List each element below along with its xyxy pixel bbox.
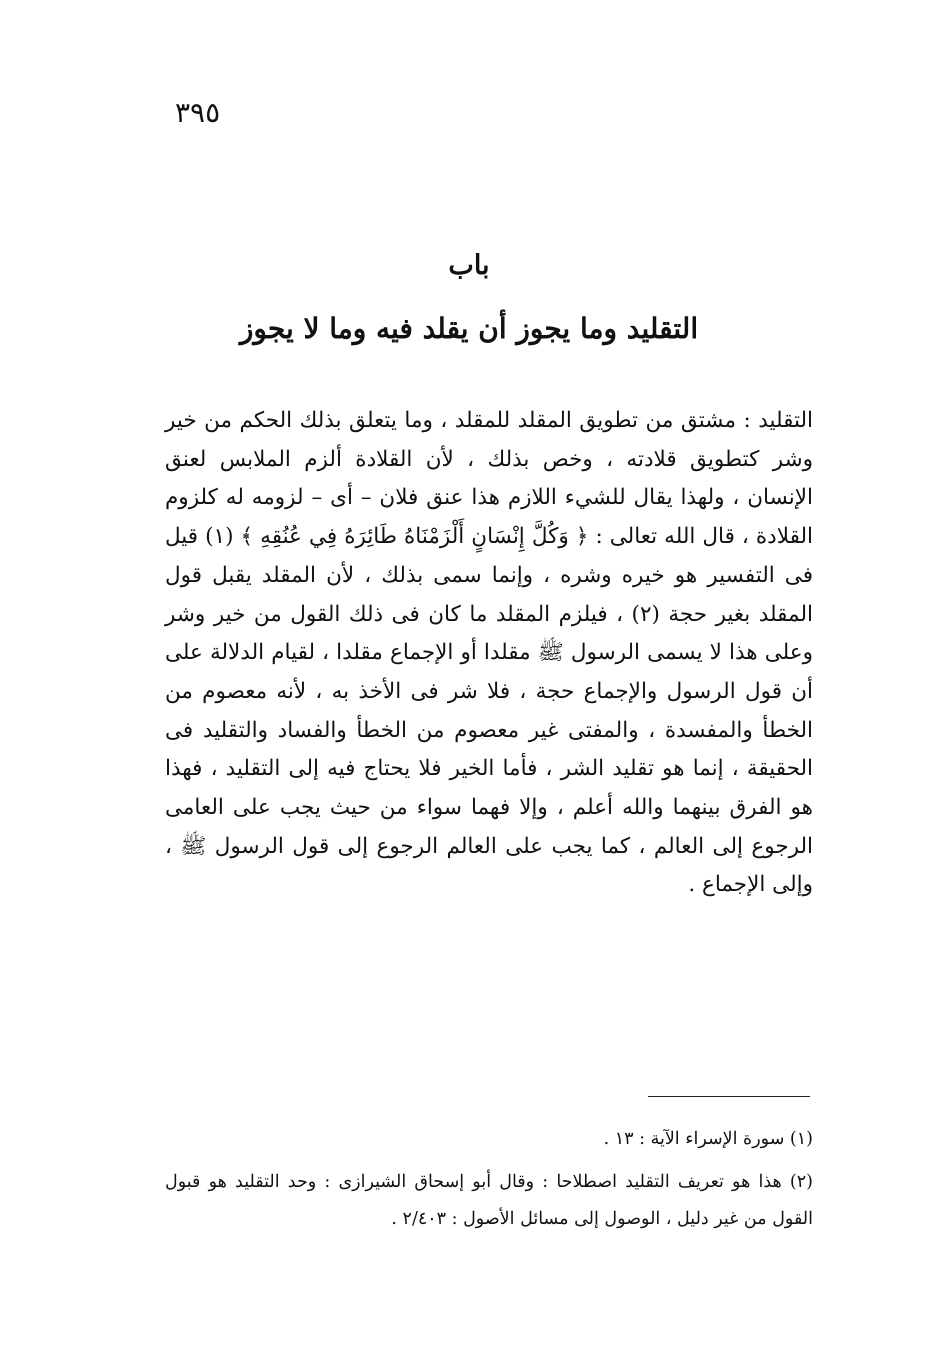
footnote-divider xyxy=(648,1096,810,1097)
chapter-label: باب xyxy=(448,250,490,281)
chapter-title: التقليد وما يجوز أن يقلد فيه وما لا يجوز xyxy=(239,312,699,345)
body-paragraph: التقليد : مشتق من تطويق المقلد للمقلد ، وما يتعلق بذلك الحكم من خير وشر كتطويق قلادته ، وخص بذلك ، لأن القلادة ألزم الملابس لعنق الإنسان ، ولهذا يقال للشيء اللازم هذا عنق فلان – أى – لزومه له كلزوم القلادة ، قال الله تعالى : ﴿ وَكُلَّ إِنْسَانٍ أَلْزَمْنَاهُ طَائِرَهُ فِي عُنُقِهِ ﴾ (١) قيل فى التفسير هو خيره وشره ، وإنما سمى بذلك ، لأن المقلد يقبل قول المقلد بغير حجة (٢) ، فيلزم المقلد ما كان فى ذلك القول من خير وشر وعلى هذا لا يسمى الرسول ﷺ مقلدا أو الإجماع مقلدا ، لقيام الدلالة على أن قول الرسول والإجماع حجة ، فلا شر فى الأخذ به ، لأنه معصوم من الخطأ والمفسدة ، والمفتى غير معصوم من الخطأ والفساد والتقليد فى الحقيقة ، إنما هو تقليد الشر ، فأما الخير فلا يحتاج فيه إلى التقليد ، فهذا هو الفرق بينهما والله أعلم ، وإلا فهما سواء من حيث يجب على العامى الرجوع إلى العالم ، كما يجب على العالم الرجوع إلى قول الرسول ﷺ ، وإلى الإجماع . xyxy=(165,408,813,898)
footnote-2: (٢) هذا هو تعريف التقليد اصطلاحا : وقال أبو إسحاق الشيرازى : وحد التقليد هو قبول القول من غير دليل ، الوصول إلى مسائل الأصول : ٢/٤٠٣ . xyxy=(165,1172,813,1229)
page-number: ٣٩٥ xyxy=(175,96,221,129)
footnote-1: (١) سورة الإسراء الآية : ١٣ . xyxy=(603,1129,813,1149)
